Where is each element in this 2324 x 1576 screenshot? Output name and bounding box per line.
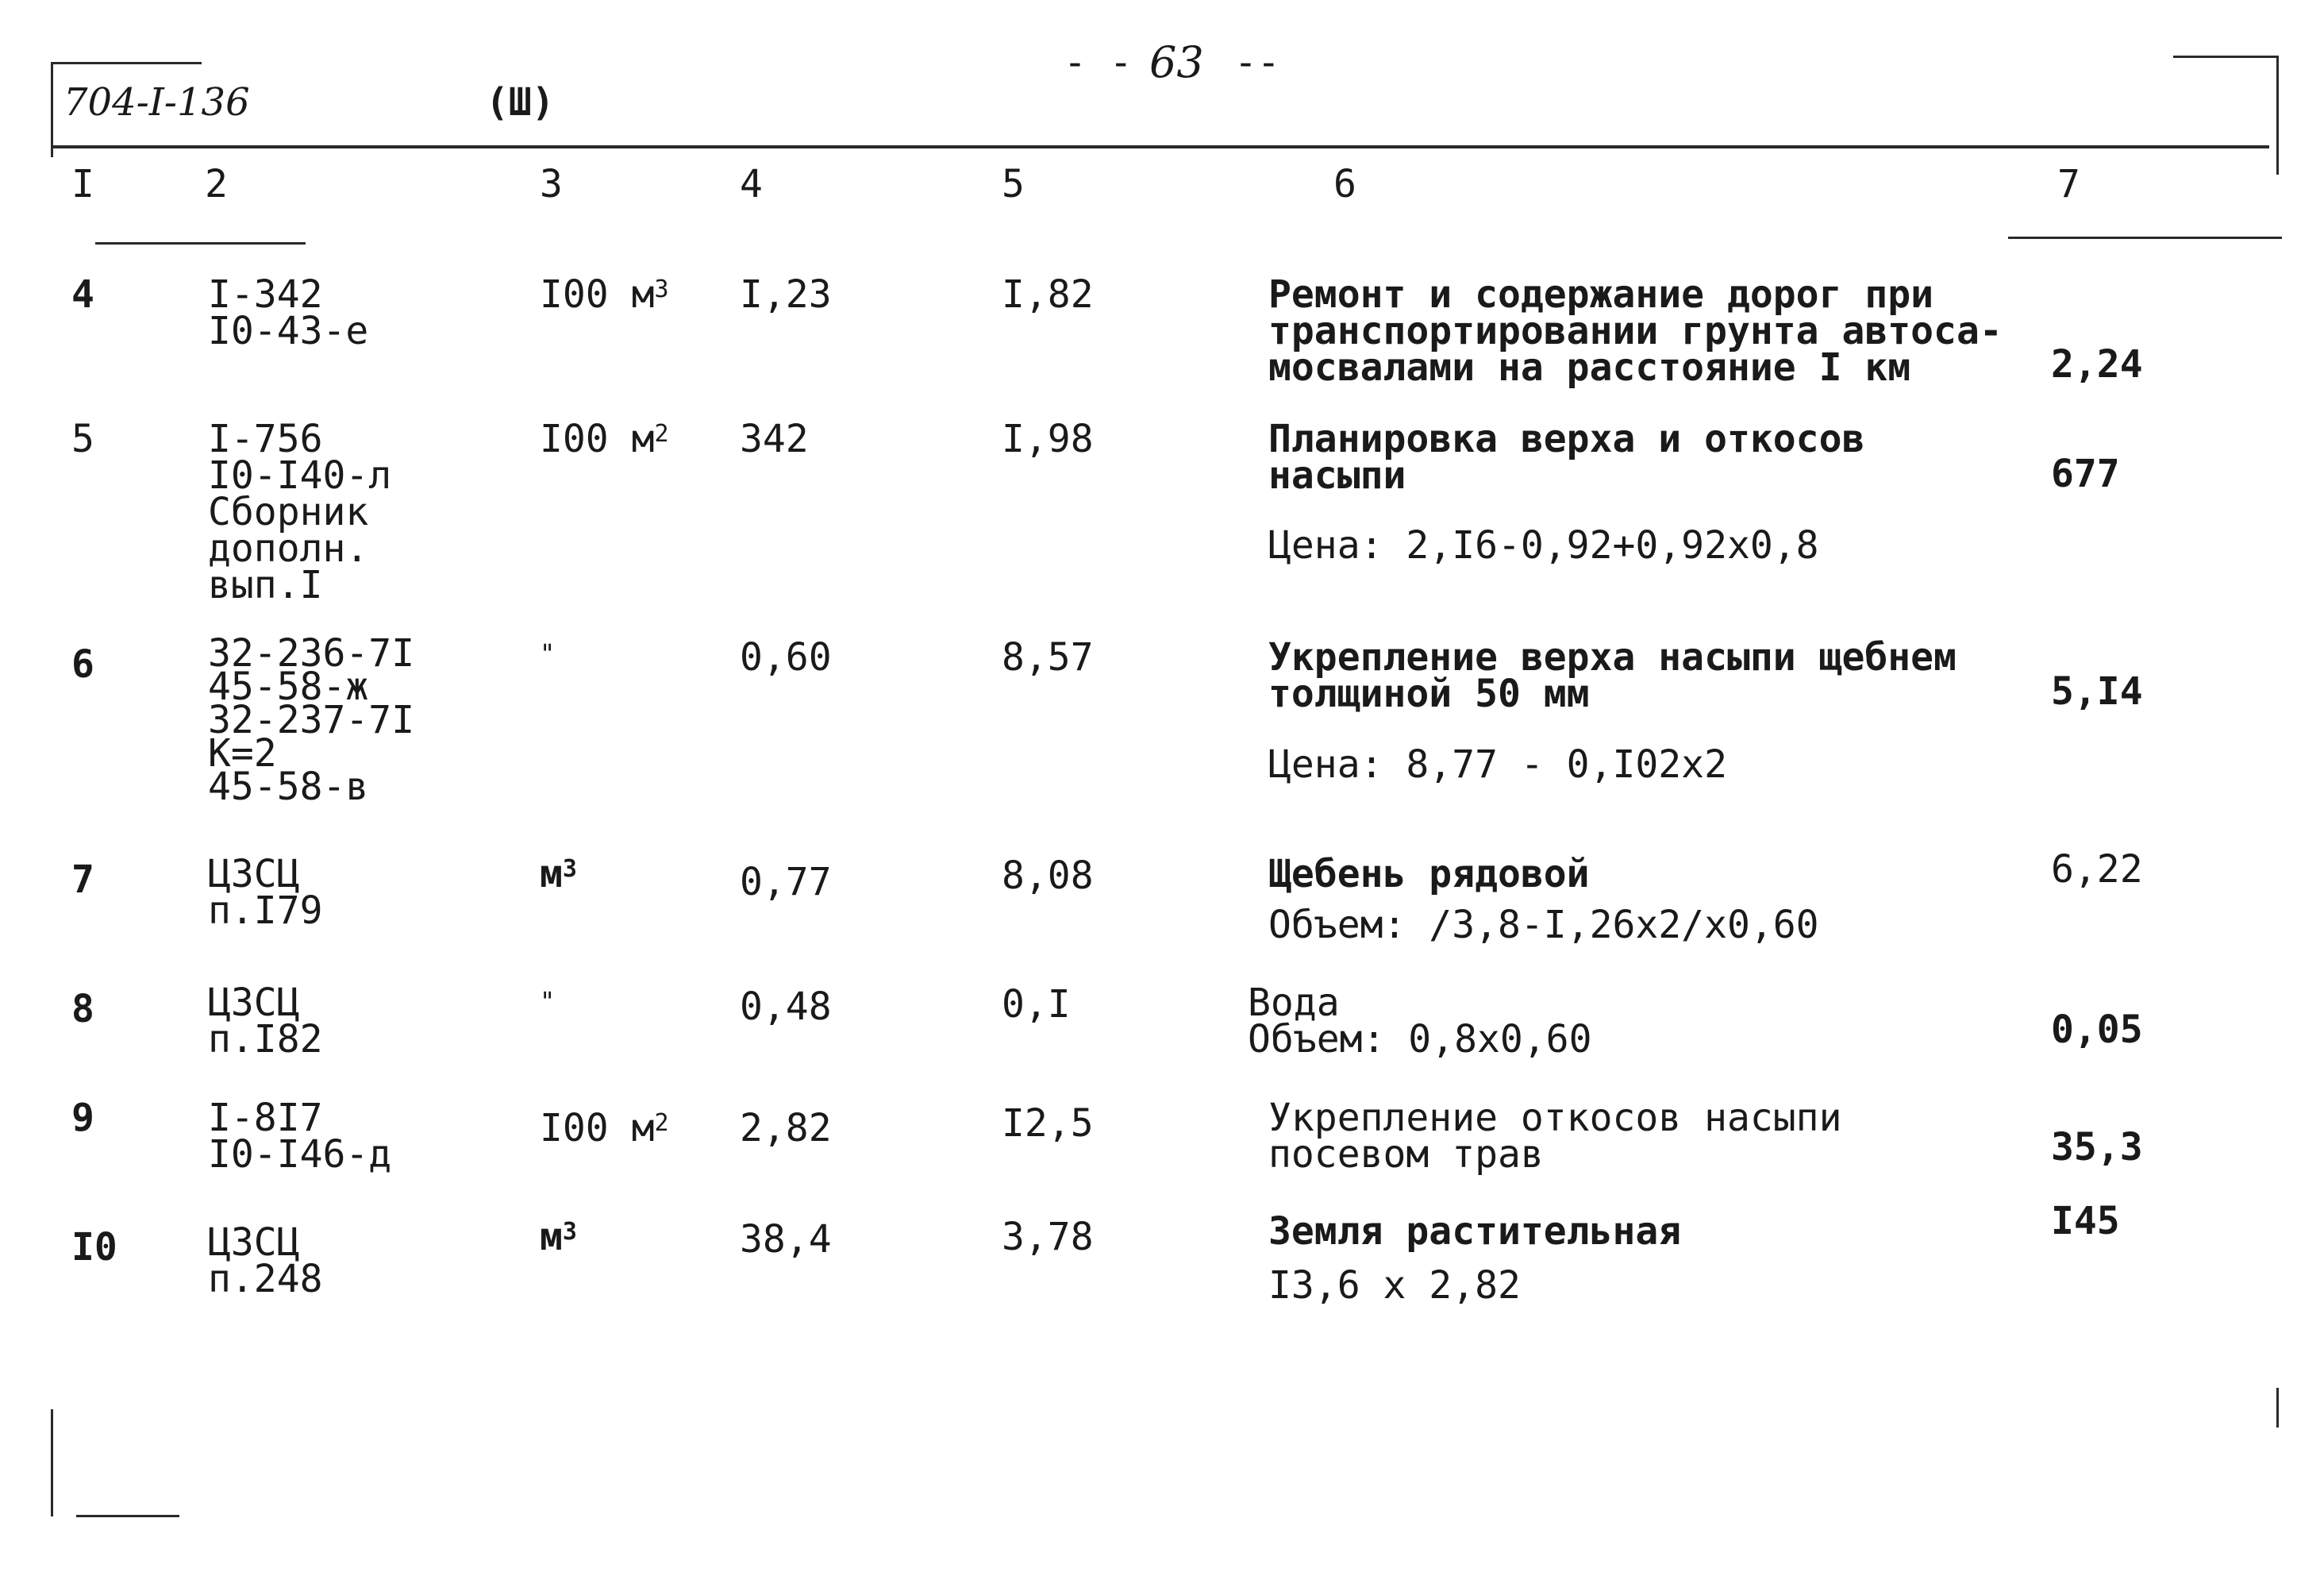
norm-code-line: I-756 xyxy=(208,417,323,461)
norm-code-line: I0-I40-л xyxy=(208,453,392,498)
work-description xyxy=(1268,852,1590,896)
page-number-dash-left: - - xyxy=(1064,40,1133,85)
section-label: (Ш) xyxy=(486,80,555,125)
frame-top-right xyxy=(2173,56,2278,58)
unit-exponent: 2 xyxy=(654,420,669,448)
quantity: 342 xyxy=(740,417,809,461)
column-header-rule xyxy=(2008,237,2282,239)
norm-code-line: I0-43-е xyxy=(208,309,369,353)
row-number: 6 xyxy=(71,642,94,687)
description-line: Земля растительная xyxy=(1268,1209,1682,1254)
work-description xyxy=(1268,1209,1682,1254)
unit-exponent: 2 xyxy=(654,1109,669,1137)
norm-code-line: I0-I46-д xyxy=(208,1132,392,1177)
norm-code-line: Сборник xyxy=(208,490,369,534)
row-number: I0 xyxy=(71,1225,117,1270)
description-line: Вода xyxy=(1248,981,1340,1025)
norm-code xyxy=(208,631,415,809)
norm-code xyxy=(208,852,323,933)
price-note: Цена: 8,77 - 0,I02х2 xyxy=(1268,742,1727,787)
col-header-4: 4 xyxy=(740,162,763,206)
frame-top-left xyxy=(51,62,202,64)
frame-right-bottom xyxy=(2276,1388,2279,1428)
quantity: 0,48 xyxy=(740,985,832,1029)
description-line: Ремонт и содержание дорог при xyxy=(1268,272,1934,317)
row-number: 9 xyxy=(71,1096,94,1140)
unit-price: 3,78 xyxy=(1002,1215,1094,1259)
unit xyxy=(540,983,555,1019)
norm-code-line: п.I79 xyxy=(208,888,323,933)
frame-right-top xyxy=(2276,56,2279,175)
unit-text: I00 м xyxy=(540,1106,655,1150)
norm-code-line: К=2 xyxy=(208,731,277,776)
norm-code xyxy=(208,272,369,353)
description-line: транспортировании грунта автоса- xyxy=(1268,309,2003,353)
description-line: посевом трав xyxy=(1268,1132,1544,1177)
norm-code xyxy=(208,981,323,1062)
total-cost: 6,22 xyxy=(2051,847,2143,892)
unit xyxy=(540,417,669,461)
quantity-note: I3,6 х 2,82 xyxy=(1268,1263,1521,1308)
norm-code-line: I-342 xyxy=(208,272,323,317)
norm-code-line: 32-236-7I xyxy=(208,631,415,676)
unit-text: " xyxy=(540,638,556,669)
work-description xyxy=(1268,417,1865,498)
work-description xyxy=(1248,981,1592,1062)
unit-text: I00 м xyxy=(540,272,655,317)
work-description xyxy=(1268,272,2003,390)
total-cost: 5,I4 xyxy=(2051,669,2143,714)
unit-text: " xyxy=(540,986,556,1016)
unit-exponent: 3 xyxy=(654,276,669,303)
norm-code-line: 32-237-7I xyxy=(208,698,415,742)
volume-note: Объем: /3,8-I,26х2/х0,60 xyxy=(1268,903,1819,947)
norm-code-line: п.I82 xyxy=(208,1017,323,1062)
col-header-5: 5 xyxy=(1002,162,1025,206)
work-description xyxy=(1268,635,1957,716)
row-number: 4 xyxy=(71,272,94,317)
norm-code-line: 45-58-в xyxy=(208,765,369,809)
col-header-2: 2 xyxy=(205,162,228,206)
norm-code xyxy=(208,1096,392,1177)
col-header-7: 7 xyxy=(2057,162,2080,206)
header-rule xyxy=(51,145,2269,148)
unit-price: I,82 xyxy=(1002,272,1094,317)
unit-text: м xyxy=(540,852,563,896)
frame-bottom-left xyxy=(76,1515,179,1517)
unit-exponent: 3 xyxy=(562,1218,577,1246)
doc-number: 704-I-136 xyxy=(63,80,250,125)
norm-code-line: дополн. xyxy=(208,526,369,571)
col-header-6: 6 xyxy=(1333,162,1356,206)
price-note: Цена: 2,I6-0,92+0,92х0,8 xyxy=(1268,523,1819,568)
unit-text: I00 м xyxy=(540,417,655,461)
description-line: мосвалами на расстояние I км xyxy=(1268,345,1911,390)
row-number: 7 xyxy=(71,857,94,902)
col-header-1: I xyxy=(71,162,94,206)
description-line: Укрепление откосов насыпи xyxy=(1268,1096,1842,1140)
unit-price: 0,I xyxy=(1002,982,1071,1027)
column-header-rule-left xyxy=(95,242,306,245)
unit-price: I,98 xyxy=(1002,417,1094,461)
total-cost: 677 xyxy=(2051,452,2120,496)
norm-code-line: I-8I7 xyxy=(208,1096,323,1140)
description-line: насыпи xyxy=(1268,453,1406,498)
unit-text: м xyxy=(540,1215,563,1259)
description-line: Планировка верха и откосов xyxy=(1268,417,1865,461)
quantity: 2,82 xyxy=(740,1106,832,1150)
unit xyxy=(540,852,577,896)
col-header-3: 3 xyxy=(540,162,563,206)
unit xyxy=(540,1215,577,1259)
row-number: 5 xyxy=(71,417,94,461)
total-cost: 2,24 xyxy=(2051,342,2143,387)
quantity: 0,77 xyxy=(740,860,832,904)
norm-code-line: 45-58-ж xyxy=(208,665,369,709)
frame-left-bottom xyxy=(51,1409,53,1516)
norm-code-line: ЦЗСЦ xyxy=(208,852,300,896)
total-cost: 35,3 xyxy=(2051,1125,2143,1169)
unit-price: I2,5 xyxy=(1002,1101,1094,1146)
page-number-dash-right: -- xyxy=(1234,40,1280,85)
norm-code-line: ЦЗСЦ xyxy=(208,981,300,1025)
unit xyxy=(540,635,555,672)
description-line: Объем: 0,8х0,60 xyxy=(1248,1017,1592,1062)
description-line: Щебень рядовой xyxy=(1268,852,1590,896)
norm-code-line: вып.I xyxy=(208,563,323,607)
unit xyxy=(540,272,669,317)
description-line: толщиной 50 мм xyxy=(1268,672,1590,716)
norm-code-line: ЦЗСЦ xyxy=(208,1220,300,1265)
frame-left-top xyxy=(51,62,53,157)
unit-price: 8,57 xyxy=(1002,635,1094,680)
norm-code-line: п.248 xyxy=(208,1257,323,1301)
unit xyxy=(540,1106,669,1150)
quantity: 0,60 xyxy=(740,635,832,680)
total-cost: 0,05 xyxy=(2051,1008,2143,1052)
quantity: I,23 xyxy=(740,272,832,317)
total-cost: I45 xyxy=(2051,1199,2120,1243)
norm-code xyxy=(208,417,392,607)
work-description xyxy=(1268,1096,1842,1177)
description-line: Укрепление верха насыпи щебнем xyxy=(1268,635,1957,680)
row-number: 8 xyxy=(71,987,94,1031)
page-number: 63 xyxy=(1149,37,1204,87)
unit-exponent: 3 xyxy=(562,855,577,883)
quantity: 38,4 xyxy=(740,1217,832,1262)
unit-price: 8,08 xyxy=(1002,854,1094,898)
norm-code xyxy=(208,1220,323,1301)
